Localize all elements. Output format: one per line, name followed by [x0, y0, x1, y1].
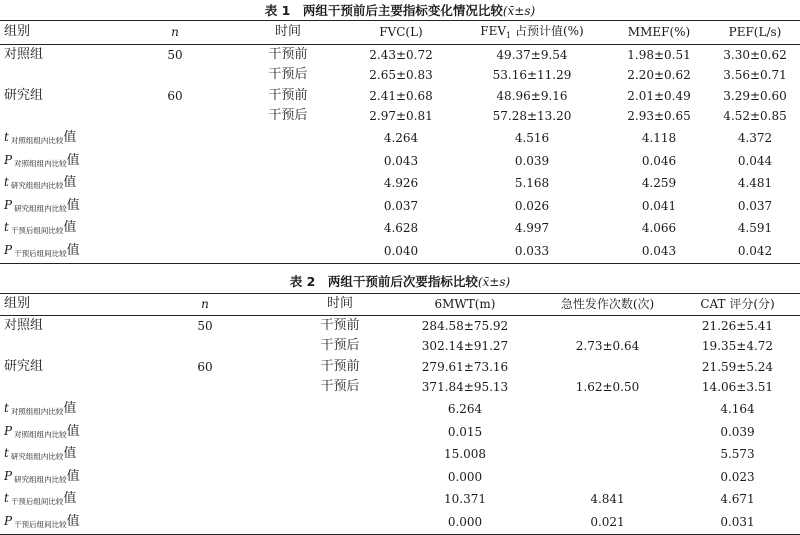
- time-cell: 干预后: [320, 379, 360, 395]
- pef-cell: 3.30±0.62: [723, 47, 787, 62]
- stat-subscript: 研究组组内比较: [10, 452, 64, 462]
- attacks-cell: 4.841: [590, 492, 625, 507]
- fev1-cell: 0.033: [456, 240, 608, 263]
- cat-cell: 4.164: [720, 401, 755, 416]
- stat-label: [0, 488, 120, 511]
- n-cell: [120, 127, 230, 150]
- fvc-cell: 4.926: [383, 176, 419, 191]
- stat-symbol: t: [4, 220, 9, 235]
- t1-header-fvc: FVC(L): [346, 21, 456, 45]
- n-cell: [120, 336, 290, 357]
- table1-header-row: [0, 21, 800, 45]
- stat-row: [0, 240, 800, 263]
- group-cell: [0, 336, 120, 357]
- table-row: [0, 377, 800, 398]
- time-cell: 干预后: [320, 338, 360, 354]
- table-row: [0, 44, 800, 65]
- attacks-cell: [540, 398, 675, 421]
- table2-header-row: [0, 294, 800, 316]
- mmef-cell: 4.118: [641, 130, 677, 145]
- cat-cell: 0.023: [720, 469, 755, 484]
- n-cell: [120, 377, 290, 398]
- pef-cell: 4.481: [737, 176, 773, 191]
- fev1-cell: 53.16±11.29: [492, 68, 572, 83]
- time-cell: [290, 466, 390, 489]
- stat-label: [0, 150, 120, 173]
- t1-header-fev1-main: FEV: [480, 24, 507, 38]
- stat-value-word: 值: [66, 513, 80, 529]
- stat-label: [0, 217, 120, 240]
- mmef-cell: 2.93±0.65: [627, 109, 691, 124]
- stat-symbol: P: [4, 423, 13, 438]
- fvc-cell: 2.41±0.68: [369, 88, 433, 103]
- stat-symbol: P: [4, 197, 13, 212]
- n-cell: [120, 488, 290, 511]
- pef-cell: 0.042: [710, 240, 800, 263]
- table2-caption-stat: (x̄±s): [477, 275, 511, 289]
- time-cell: 干预前: [268, 46, 308, 62]
- fev1-cell: 0.026: [514, 198, 550, 213]
- group-cell: 对照组: [4, 46, 44, 62]
- fvc-cell: 2.97±0.81: [369, 109, 433, 124]
- table1-caption-stat: (x̄±s): [502, 4, 536, 18]
- attacks-cell: 1.62±0.50: [575, 380, 640, 395]
- cat-cell: 14.06±3.51: [701, 380, 774, 395]
- attacks-cell: [540, 443, 675, 466]
- t1-header-time: 时间: [230, 21, 346, 45]
- t1-header-fev1-sub: 1: [506, 31, 512, 40]
- table-row: [0, 336, 800, 357]
- pef-cell: 0.044: [737, 153, 773, 168]
- stat-subscript: 对照组组内比较: [14, 158, 67, 168]
- n-cell: [120, 443, 290, 466]
- attacks-cell: [540, 315, 675, 336]
- fvc-cell: 2.65±0.83: [369, 68, 433, 83]
- stat-value-word: 值: [66, 423, 80, 439]
- stat-row: [0, 217, 800, 240]
- stat-symbol: P: [4, 152, 13, 167]
- fev1-cell: 4.997: [514, 221, 550, 236]
- fev1-cell: 5.168: [514, 176, 550, 191]
- pef-cell: 3.56±0.71: [723, 68, 787, 83]
- mwt-cell: 6.264: [447, 401, 483, 416]
- stat-value-word: 值: [66, 468, 80, 484]
- mmef-cell: 2.01±0.49: [627, 88, 691, 103]
- t2-header-cat: CAT 评分(分): [675, 294, 800, 316]
- stat-label: [0, 398, 120, 421]
- n-cell: 60: [197, 359, 213, 374]
- t1-header-pef: PEF(L/s): [710, 21, 800, 45]
- stat-subscript: 干预后组间比较: [10, 497, 64, 507]
- mmef-cell: 1.98±0.51: [627, 47, 691, 62]
- n-cell: [120, 240, 230, 263]
- mwt-cell: 279.61±73.16: [421, 359, 509, 374]
- fvc-cell: 0.037: [383, 198, 419, 213]
- fvc-cell: 4.628: [383, 221, 419, 236]
- mwt-cell: 0.015: [447, 424, 483, 439]
- t2-header-time: 时间: [290, 294, 390, 316]
- stat-value-word: 值: [63, 220, 77, 236]
- stat-subscript: 研究组组内比较: [14, 474, 67, 484]
- table-row: [0, 106, 800, 127]
- stat-symbol: t: [4, 129, 9, 144]
- pef-cell: 4.52±0.85: [723, 109, 787, 124]
- stat-value-word: 值: [66, 242, 80, 258]
- time-cell: [290, 443, 390, 466]
- stat-label: [0, 511, 120, 534]
- time-cell: [290, 488, 390, 511]
- time-cell: 干预前: [268, 87, 308, 103]
- stat-row: [0, 443, 800, 466]
- fev1-cell: 57.28±13.20: [492, 109, 572, 124]
- t1-header-mmef: MMEF(%): [608, 21, 710, 45]
- cat-cell: 4.671: [720, 492, 755, 507]
- stat-label: [0, 172, 120, 195]
- stat-row: [0, 398, 800, 421]
- stat-value-word: 值: [63, 175, 77, 191]
- time-cell: [230, 240, 346, 263]
- stat-symbol: t: [4, 491, 9, 506]
- n-cell: [120, 217, 230, 240]
- stat-symbol: t: [4, 446, 9, 461]
- fev1-cell: 48.96±9.16: [496, 88, 568, 103]
- table1-caption: [0, 1, 800, 19]
- group-cell: [0, 106, 120, 127]
- stat-row: [0, 421, 800, 444]
- mwt-cell: 0.000: [390, 511, 540, 534]
- t1-header-group: 组别: [0, 21, 120, 45]
- stat-value-word: 值: [66, 152, 80, 168]
- group-cell: [0, 65, 120, 86]
- mwt-cell: 15.008: [444, 447, 486, 462]
- group-cell: [0, 377, 120, 398]
- stat-row: [0, 511, 800, 534]
- mwt-cell: 371.84±95.13: [421, 380, 509, 395]
- stat-label: [0, 466, 120, 489]
- stat-value-word: 值: [63, 491, 77, 507]
- stat-label: [0, 127, 120, 150]
- stat-row: [0, 195, 800, 218]
- fvc-cell: 0.040: [346, 240, 456, 263]
- time-cell: [230, 217, 346, 240]
- stat-subscript: 研究组组内比较: [14, 203, 67, 213]
- attacks-cell: [540, 421, 675, 444]
- stat-subscript: 干预后组间比较: [10, 226, 64, 236]
- group-cell: 研究组: [4, 87, 44, 103]
- stat-subscript: 对照组组内比较: [14, 429, 67, 439]
- stat-subscript: 干预后组间比较: [14, 248, 67, 258]
- table-row: [0, 357, 800, 378]
- time-cell: [290, 398, 390, 421]
- stat-value-word: 值: [63, 400, 77, 416]
- time-cell: [230, 172, 346, 195]
- stat-symbol: t: [4, 175, 9, 190]
- stat-label: [0, 421, 120, 444]
- stat-value-word: 值: [63, 129, 77, 145]
- fev1-cell: 4.516: [514, 130, 550, 145]
- attacks-cell: [540, 466, 675, 489]
- attacks-cell: 0.021: [540, 511, 675, 534]
- table2-body: [0, 294, 800, 535]
- n-cell: 50: [167, 47, 183, 62]
- table1-body: [0, 21, 800, 264]
- time-cell: 干预前: [320, 358, 360, 374]
- n-cell: [120, 398, 290, 421]
- stat-row: [0, 466, 800, 489]
- stat-row: [0, 150, 800, 173]
- t2-header-group: 组别: [0, 294, 120, 316]
- t2-header-n: n: [120, 294, 290, 316]
- pef-cell: 4.591: [737, 221, 773, 236]
- fev1-cell: 0.039: [514, 153, 550, 168]
- mmef-cell: 0.046: [641, 153, 677, 168]
- stat-value-word: 值: [66, 197, 80, 213]
- cat-cell: 21.59±5.24: [701, 359, 774, 374]
- time-cell: [290, 421, 390, 444]
- fvc-cell: 4.264: [383, 130, 419, 145]
- pef-cell: 0.037: [737, 198, 773, 213]
- stat-subscript: 对照组组内比较: [10, 135, 64, 145]
- group-cell: 对照组: [4, 317, 44, 333]
- n-cell: [120, 150, 230, 173]
- time-cell: 干预后: [268, 108, 308, 124]
- time-cell: [230, 195, 346, 218]
- n-cell: [120, 466, 290, 489]
- mmef-cell: 4.066: [641, 221, 677, 236]
- mmef-cell: 0.041: [641, 198, 677, 213]
- table-row: [0, 65, 800, 86]
- mmef-cell: 0.043: [608, 240, 710, 263]
- n-cell: [120, 106, 230, 127]
- stat-symbol: P: [4, 468, 13, 483]
- stat-symbol: P: [4, 242, 13, 257]
- n-cell: [120, 511, 290, 534]
- t2-header-6mwt: 6MWT(m): [390, 294, 540, 316]
- mwt-cell: 284.58±75.92: [421, 318, 509, 333]
- group-cell: 研究组: [4, 358, 44, 374]
- stat-label: [0, 443, 120, 466]
- table-row: [0, 86, 800, 107]
- stat-subscript: 对照组组内比较: [10, 406, 64, 416]
- time-cell: 干预后: [268, 67, 308, 83]
- n-cell: [120, 195, 230, 218]
- n-cell: 60: [167, 88, 183, 103]
- mmef-cell: 2.20±0.62: [627, 68, 691, 83]
- mwt-cell: 302.14±91.27: [421, 339, 509, 354]
- time-cell: [230, 150, 346, 173]
- stat-row: [0, 172, 800, 195]
- t1-header-n: n: [120, 21, 230, 45]
- cat-cell: 0.031: [675, 511, 800, 534]
- n-cell: [120, 421, 290, 444]
- stat-subscript: 干预后组间比较: [14, 519, 67, 529]
- stat-value-word: 值: [63, 446, 77, 462]
- mmef-cell: 4.259: [641, 176, 677, 191]
- n-cell: 50: [197, 318, 213, 333]
- stat-row: [0, 488, 800, 511]
- mwt-cell: 0.000: [447, 469, 483, 484]
- stat-label: [0, 240, 120, 263]
- t1-header-fev1-rest: 占预计值(%): [511, 24, 584, 38]
- cat-cell: 0.039: [720, 424, 755, 439]
- time-cell: [230, 127, 346, 150]
- stat-subscript: 研究组组内比较: [10, 181, 64, 191]
- fvc-cell: 2.43±0.72: [369, 47, 433, 62]
- cat-cell: 5.573: [720, 447, 755, 462]
- n-cell: [120, 65, 230, 86]
- stat-label: [0, 195, 120, 218]
- table2: [0, 293, 800, 535]
- pef-cell: 3.29±0.60: [723, 88, 787, 103]
- table2-caption-text: 表 2 两组干预前后次要指标比较: [289, 274, 478, 289]
- table2-caption: [0, 272, 800, 290]
- fev1-cell: 49.37±9.54: [496, 47, 568, 62]
- attacks-cell: [540, 357, 675, 378]
- t1-header-fev1: [456, 21, 608, 45]
- stat-row: [0, 127, 800, 150]
- table-row: [0, 315, 800, 336]
- stat-symbol: P: [4, 513, 13, 528]
- time-cell: [290, 511, 390, 534]
- fvc-cell: 0.043: [383, 153, 419, 168]
- time-cell: 干预前: [320, 317, 360, 333]
- attacks-cell: 2.73±0.64: [575, 339, 640, 354]
- table1-caption-text: 表 1 两组干预前后主要指标变化情况比较: [264, 3, 503, 18]
- pef-cell: 4.372: [737, 130, 773, 145]
- n-cell: [120, 172, 230, 195]
- cat-cell: 19.35±4.72: [701, 339, 774, 354]
- stat-symbol: t: [4, 400, 9, 415]
- t2-header-attacks: 急性发作次数(次): [540, 294, 675, 316]
- cat-cell: 21.26±5.41: [701, 318, 774, 333]
- mwt-cell: 10.371: [444, 492, 486, 507]
- table1: [0, 20, 800, 264]
